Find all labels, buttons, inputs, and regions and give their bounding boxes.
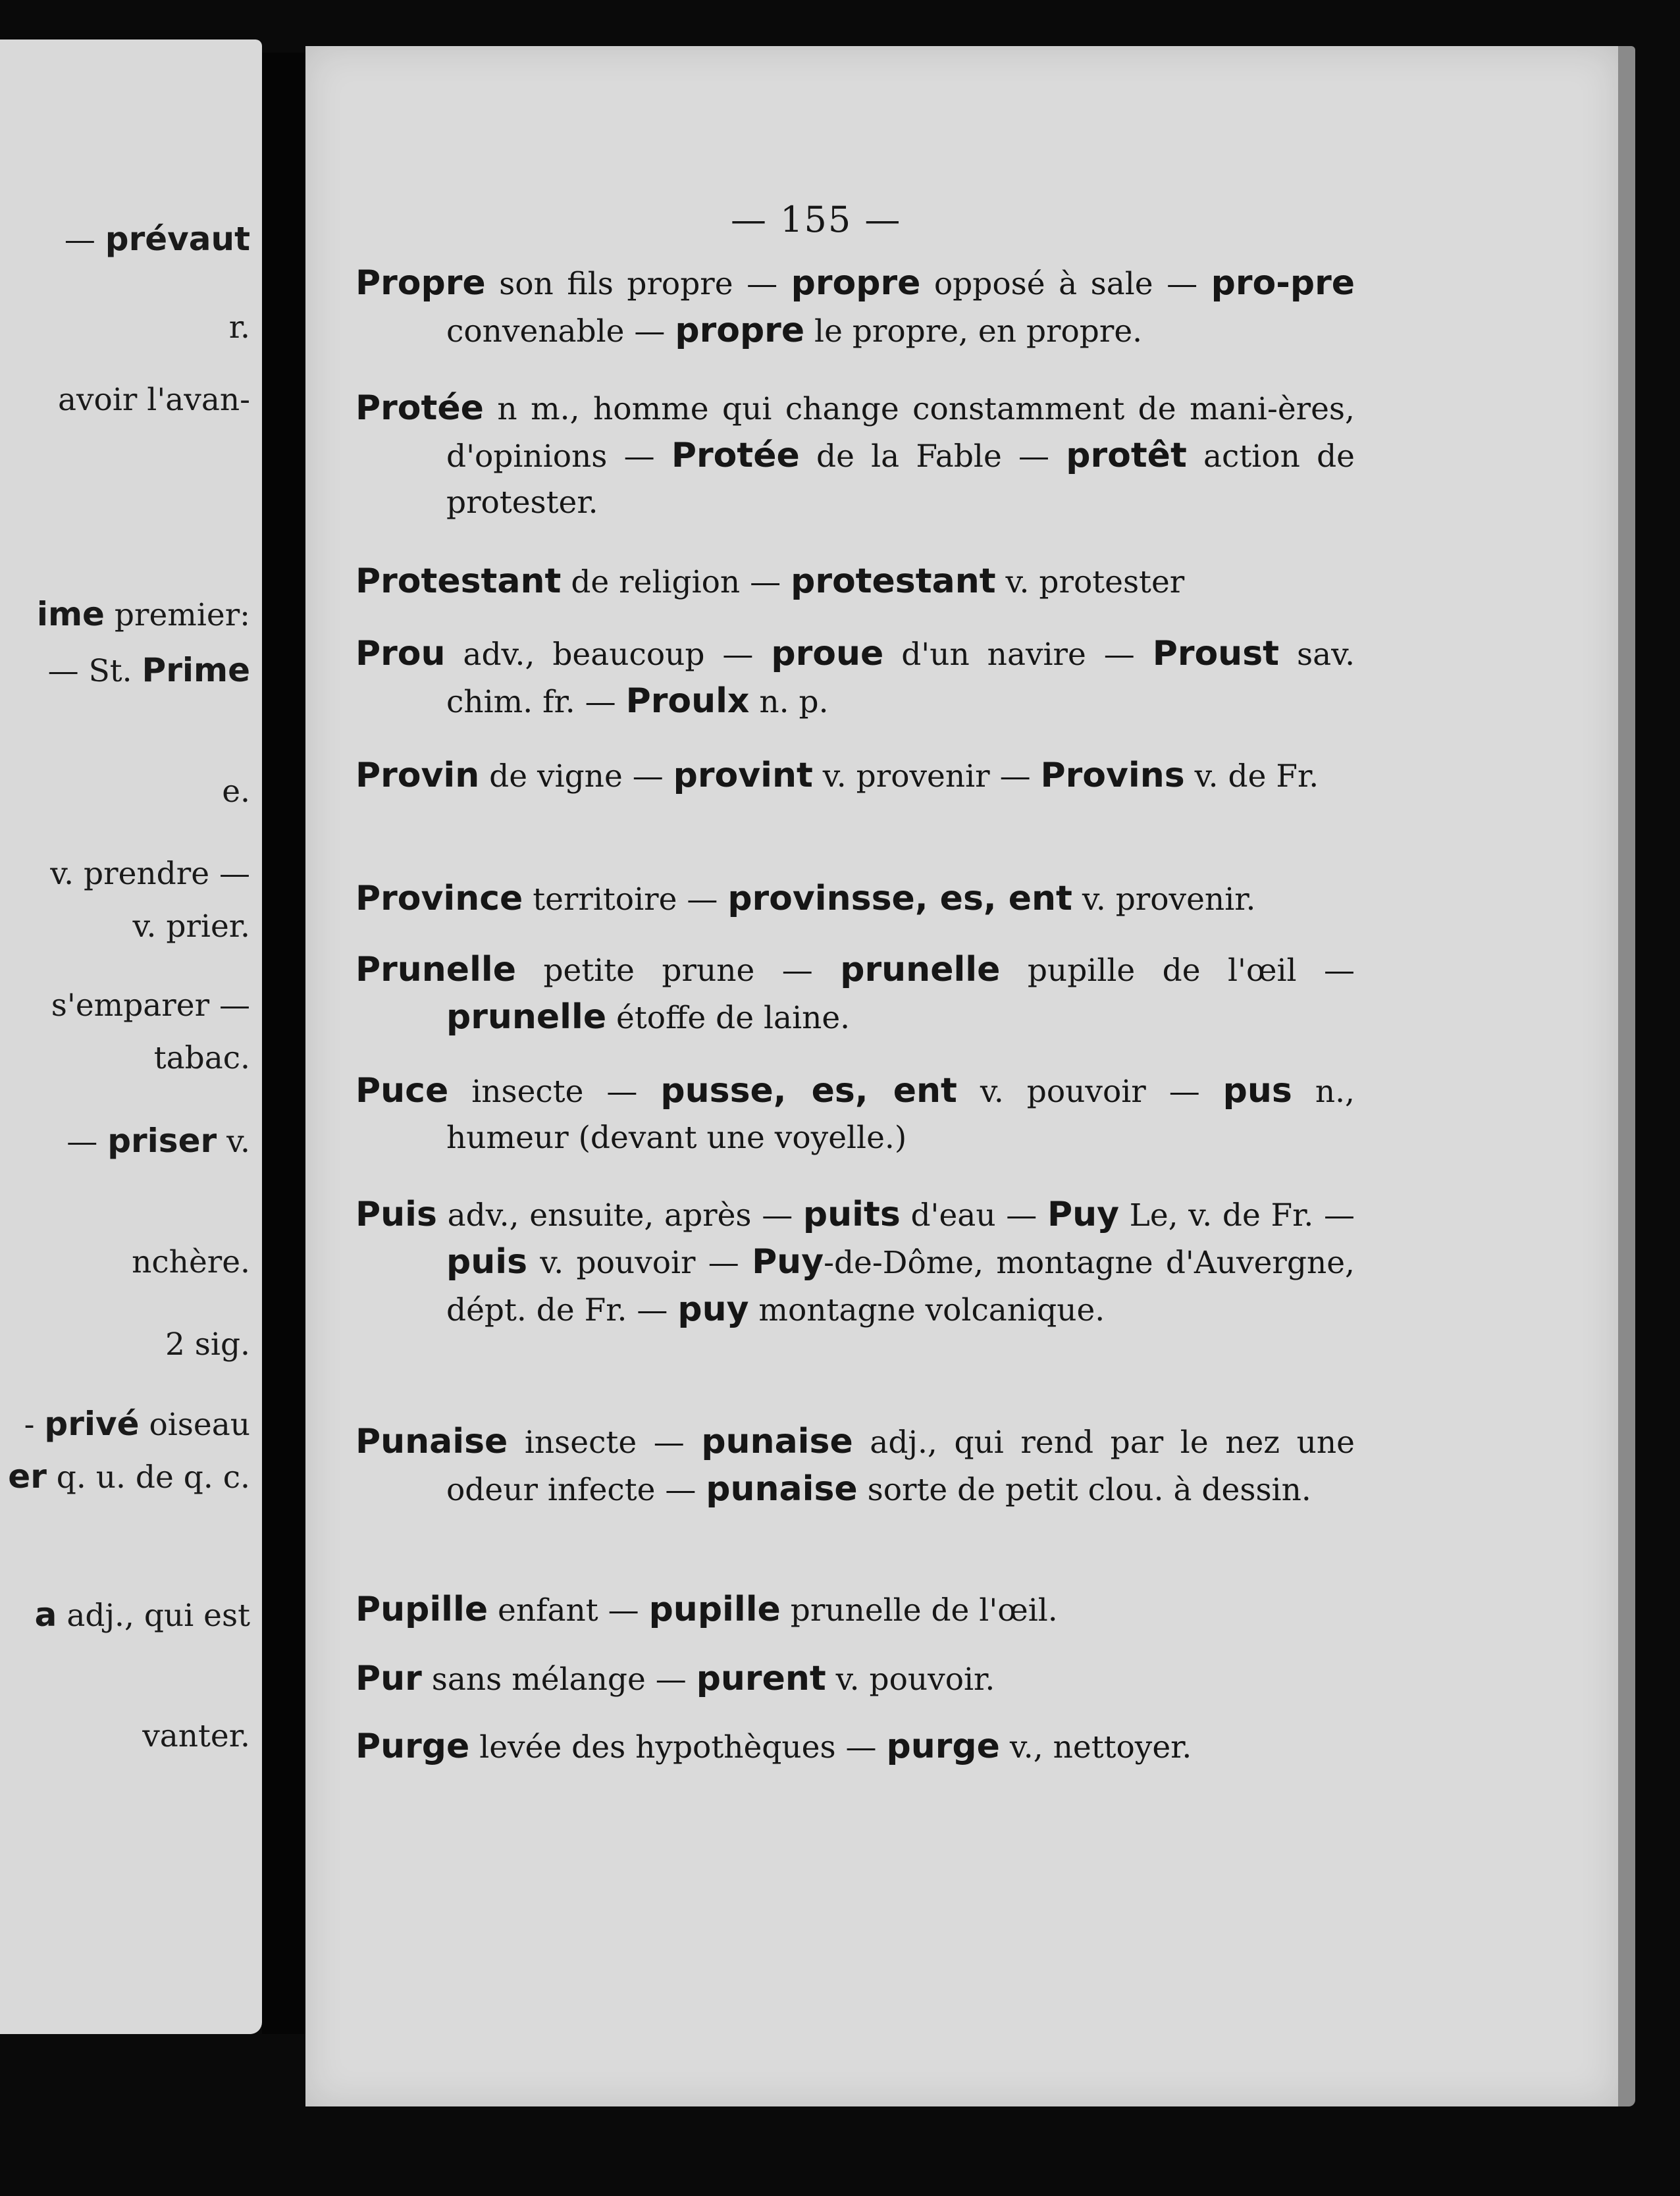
entry-text: insecte — — [448, 1074, 661, 1110]
left-text: - — [24, 1407, 45, 1443]
left-page-line — [0, 596, 250, 634]
dictionary-entry — [355, 558, 1355, 606]
left-text: 2 sig. — [165, 1326, 250, 1363]
dictionary-entry — [355, 260, 1355, 355]
left-bold-word: er — [8, 1457, 47, 1496]
entry-bold-term: punaise — [701, 1422, 853, 1461]
entry-text: adv., ensuite, après — — [436, 1197, 803, 1234]
entry-bold-term: puis — [446, 1242, 528, 1282]
entry-bold-term: Protée — [671, 436, 800, 475]
left-text: nchère. — [132, 1244, 250, 1280]
entry-text: petite prune — — [515, 953, 841, 989]
entry-bold-term: Provins — [1040, 756, 1185, 795]
entry-text: v. pouvoir — — [957, 1074, 1223, 1110]
left-page-line — [0, 382, 250, 419]
entry-bold-term: pre — [1290, 263, 1355, 303]
entry-bold-term: puits — [802, 1195, 901, 1234]
left-bold-word: a — [34, 1596, 57, 1634]
entry-bold-term: purent — [696, 1659, 826, 1698]
entry-text: territoire — — [523, 881, 728, 918]
entry-text: le propre, en propre. — [804, 313, 1143, 350]
entry-bold-term: propre — [675, 311, 805, 350]
left-page-line — [0, 1040, 250, 1077]
left-bold-word: ime — [36, 595, 105, 633]
entry-text: v. pouvoir. — [826, 1661, 995, 1698]
left-text: q. u. de q. c. — [46, 1459, 250, 1496]
entry-bold-term: purge — [886, 1727, 1000, 1766]
entry-headword: Provin — [355, 756, 480, 795]
left-text: adj., qui est — [57, 1598, 250, 1634]
entry-bold-term: pupille — [648, 1590, 781, 1629]
left-page-line — [0, 987, 250, 1024]
left-page-line — [0, 652, 250, 690]
dictionary-entry — [355, 1068, 1355, 1161]
entry-headword: Propre — [355, 263, 486, 303]
left-bold-word: priser — [107, 1122, 217, 1160]
entry-text: d'un navire — — [883, 637, 1153, 673]
entry-bold-term: Proust — [1152, 634, 1280, 673]
entry-text: sans mélange — — [421, 1661, 696, 1698]
left-page-line — [0, 221, 250, 259]
entry-text: v. provenir. — [1072, 881, 1256, 918]
entry-text: levée des hypothèques — — [469, 1729, 887, 1765]
entry-headword: Prunelle — [355, 950, 516, 989]
entry-text: sorte de petit clou. à dessin. — [857, 1472, 1311, 1508]
entry-text: adv., beaucoup — — [445, 637, 772, 673]
entry-headword: Purge — [355, 1727, 470, 1766]
entry-bold-term: punaise — [706, 1469, 858, 1509]
entry-bold-term: propre — [791, 263, 921, 303]
left-text: — — [66, 1124, 108, 1160]
dictionary-entry — [355, 876, 1355, 923]
left-page-line — [0, 908, 250, 945]
entry-headword: Pur — [355, 1659, 422, 1698]
left-text: oiseau — [139, 1407, 250, 1443]
left-bold-word: prévaut — [105, 220, 250, 258]
dictionary-entry — [355, 385, 1355, 526]
left-text: — St. — [47, 653, 142, 689]
entry-text: prunelle de l'œil. — [780, 1592, 1058, 1629]
entry-bold-term: provint — [673, 756, 813, 795]
left-page-line — [0, 1405, 250, 1444]
entry-headword: Province — [355, 879, 523, 918]
left-text: — — [64, 222, 105, 258]
entry-text: v. pouvoir — — [527, 1245, 752, 1281]
left-page-line — [0, 1122, 250, 1161]
entry-text: adj., qui rend par le nez une odeur infecte — — [446, 1425, 1355, 1508]
entry-text: enfant — — [488, 1592, 649, 1629]
entry-bold-term: pus — [1222, 1071, 1292, 1111]
entry-bold-term: puy — [677, 1290, 749, 1329]
left-text: s'emparer — — [51, 987, 250, 1024]
left-page-line — [0, 856, 250, 893]
entry-text: action de protester. — [446, 438, 1355, 521]
entry-headword: Punaise — [355, 1422, 508, 1461]
entry-headword: Puis — [355, 1195, 437, 1234]
left-page-line — [0, 309, 250, 346]
left-bold-word: privé — [44, 1405, 140, 1443]
entry-bold-term: provinsse, es, ent — [727, 879, 1072, 918]
entry-text: convenable — — [446, 313, 675, 350]
entry-text: n m., homme qui change constamment de mani-ères, d'opinions — — [446, 391, 1355, 475]
left-page-line — [0, 1458, 250, 1496]
left-page-line — [0, 1326, 250, 1363]
left-text: v. prier. — [132, 908, 250, 945]
entry-bold-term: Proulx — [625, 681, 750, 721]
entry-bold-term: proue — [771, 634, 884, 673]
left-page-line — [0, 773, 250, 810]
entry-bold-term: Puy — [752, 1242, 824, 1282]
dictionary-entry — [355, 1723, 1355, 1771]
entry-text: v. protester — [995, 564, 1185, 600]
entry-bold-term: prunelle — [840, 950, 1001, 989]
entry-text: pupille de l'œil — — [1000, 953, 1355, 989]
entry-bold-term: Puy — [1047, 1195, 1119, 1234]
entry-text: n. p. — [749, 684, 829, 720]
left-text: tabac. — [153, 1040, 250, 1076]
entry-text: n., humeur (devant une voyelle.) — [446, 1074, 1355, 1156]
entry-text: de vigne — — [479, 758, 673, 795]
entry-text: v. provenir — — [812, 758, 1041, 795]
entry-text: sav. chim. fr. — — [446, 637, 1355, 720]
dictionary-entry — [355, 947, 1355, 1041]
left-text: v. prendre — — [50, 856, 250, 892]
book-gutter — [262, 53, 305, 2034]
entry-headword: Pupille — [355, 1590, 488, 1629]
dictionary-entry — [355, 752, 1355, 800]
left-text: v. — [217, 1124, 250, 1160]
entry-text: de religion — — [561, 564, 791, 600]
left-text: r. — [228, 309, 250, 346]
left-text: e. — [222, 773, 250, 810]
entry-bold-term: prunelle — [446, 997, 607, 1037]
left-text: avoir l'avan- — [57, 382, 250, 418]
left-page-line — [0, 1244, 250, 1281]
left-bold-word: Prime — [142, 651, 250, 689]
entry-text: Le, v. de Fr. — — [1118, 1197, 1355, 1234]
entry-bold-term: protêt — [1066, 436, 1187, 475]
entry-text: étoffe de laine. — [606, 1000, 851, 1036]
entry-headword: Prou — [355, 634, 446, 673]
entry-headword: Protestant — [355, 562, 562, 601]
entry-text: de la Fable — — [799, 438, 1066, 475]
entry-text: insecte — — [508, 1425, 702, 1461]
entry-text: d'eau — — [900, 1197, 1047, 1234]
entry-headword: Protée — [355, 388, 484, 428]
page-number: — 155 — — [731, 199, 902, 240]
left-page-line — [0, 1596, 250, 1634]
dictionary-entry — [355, 1191, 1355, 1334]
entry-bold-term: protestant — [791, 562, 996, 601]
entry-text: son fils propre — — [485, 266, 791, 302]
entry-text: -de-Dôme, montagne d'Auvergne, dépt. de Fr. — — [446, 1245, 1355, 1328]
entry-text: v., nettoyer. — [999, 1729, 1192, 1765]
dictionary-entry — [355, 1656, 1355, 1703]
left-text: premier: — [104, 597, 250, 633]
entry-text: montagne volcanique. — [748, 1292, 1105, 1328]
dictionary-entry — [355, 1586, 1355, 1634]
previous-page-fragment — [0, 39, 262, 2034]
left-page-line — [0, 1718, 250, 1755]
dictionary-entry — [355, 1419, 1355, 1513]
dictionary-entry — [355, 631, 1355, 725]
entry-text: opposé à sale — — [920, 266, 1211, 302]
entry-bold-term: pusse, es, ent — [660, 1071, 957, 1111]
entry-text: v. de Fr. — [1184, 758, 1319, 795]
entry-headword: Puce — [355, 1071, 449, 1111]
left-text: vanter. — [142, 1718, 250, 1754]
entry-bold-term: pro- — [1211, 263, 1290, 303]
